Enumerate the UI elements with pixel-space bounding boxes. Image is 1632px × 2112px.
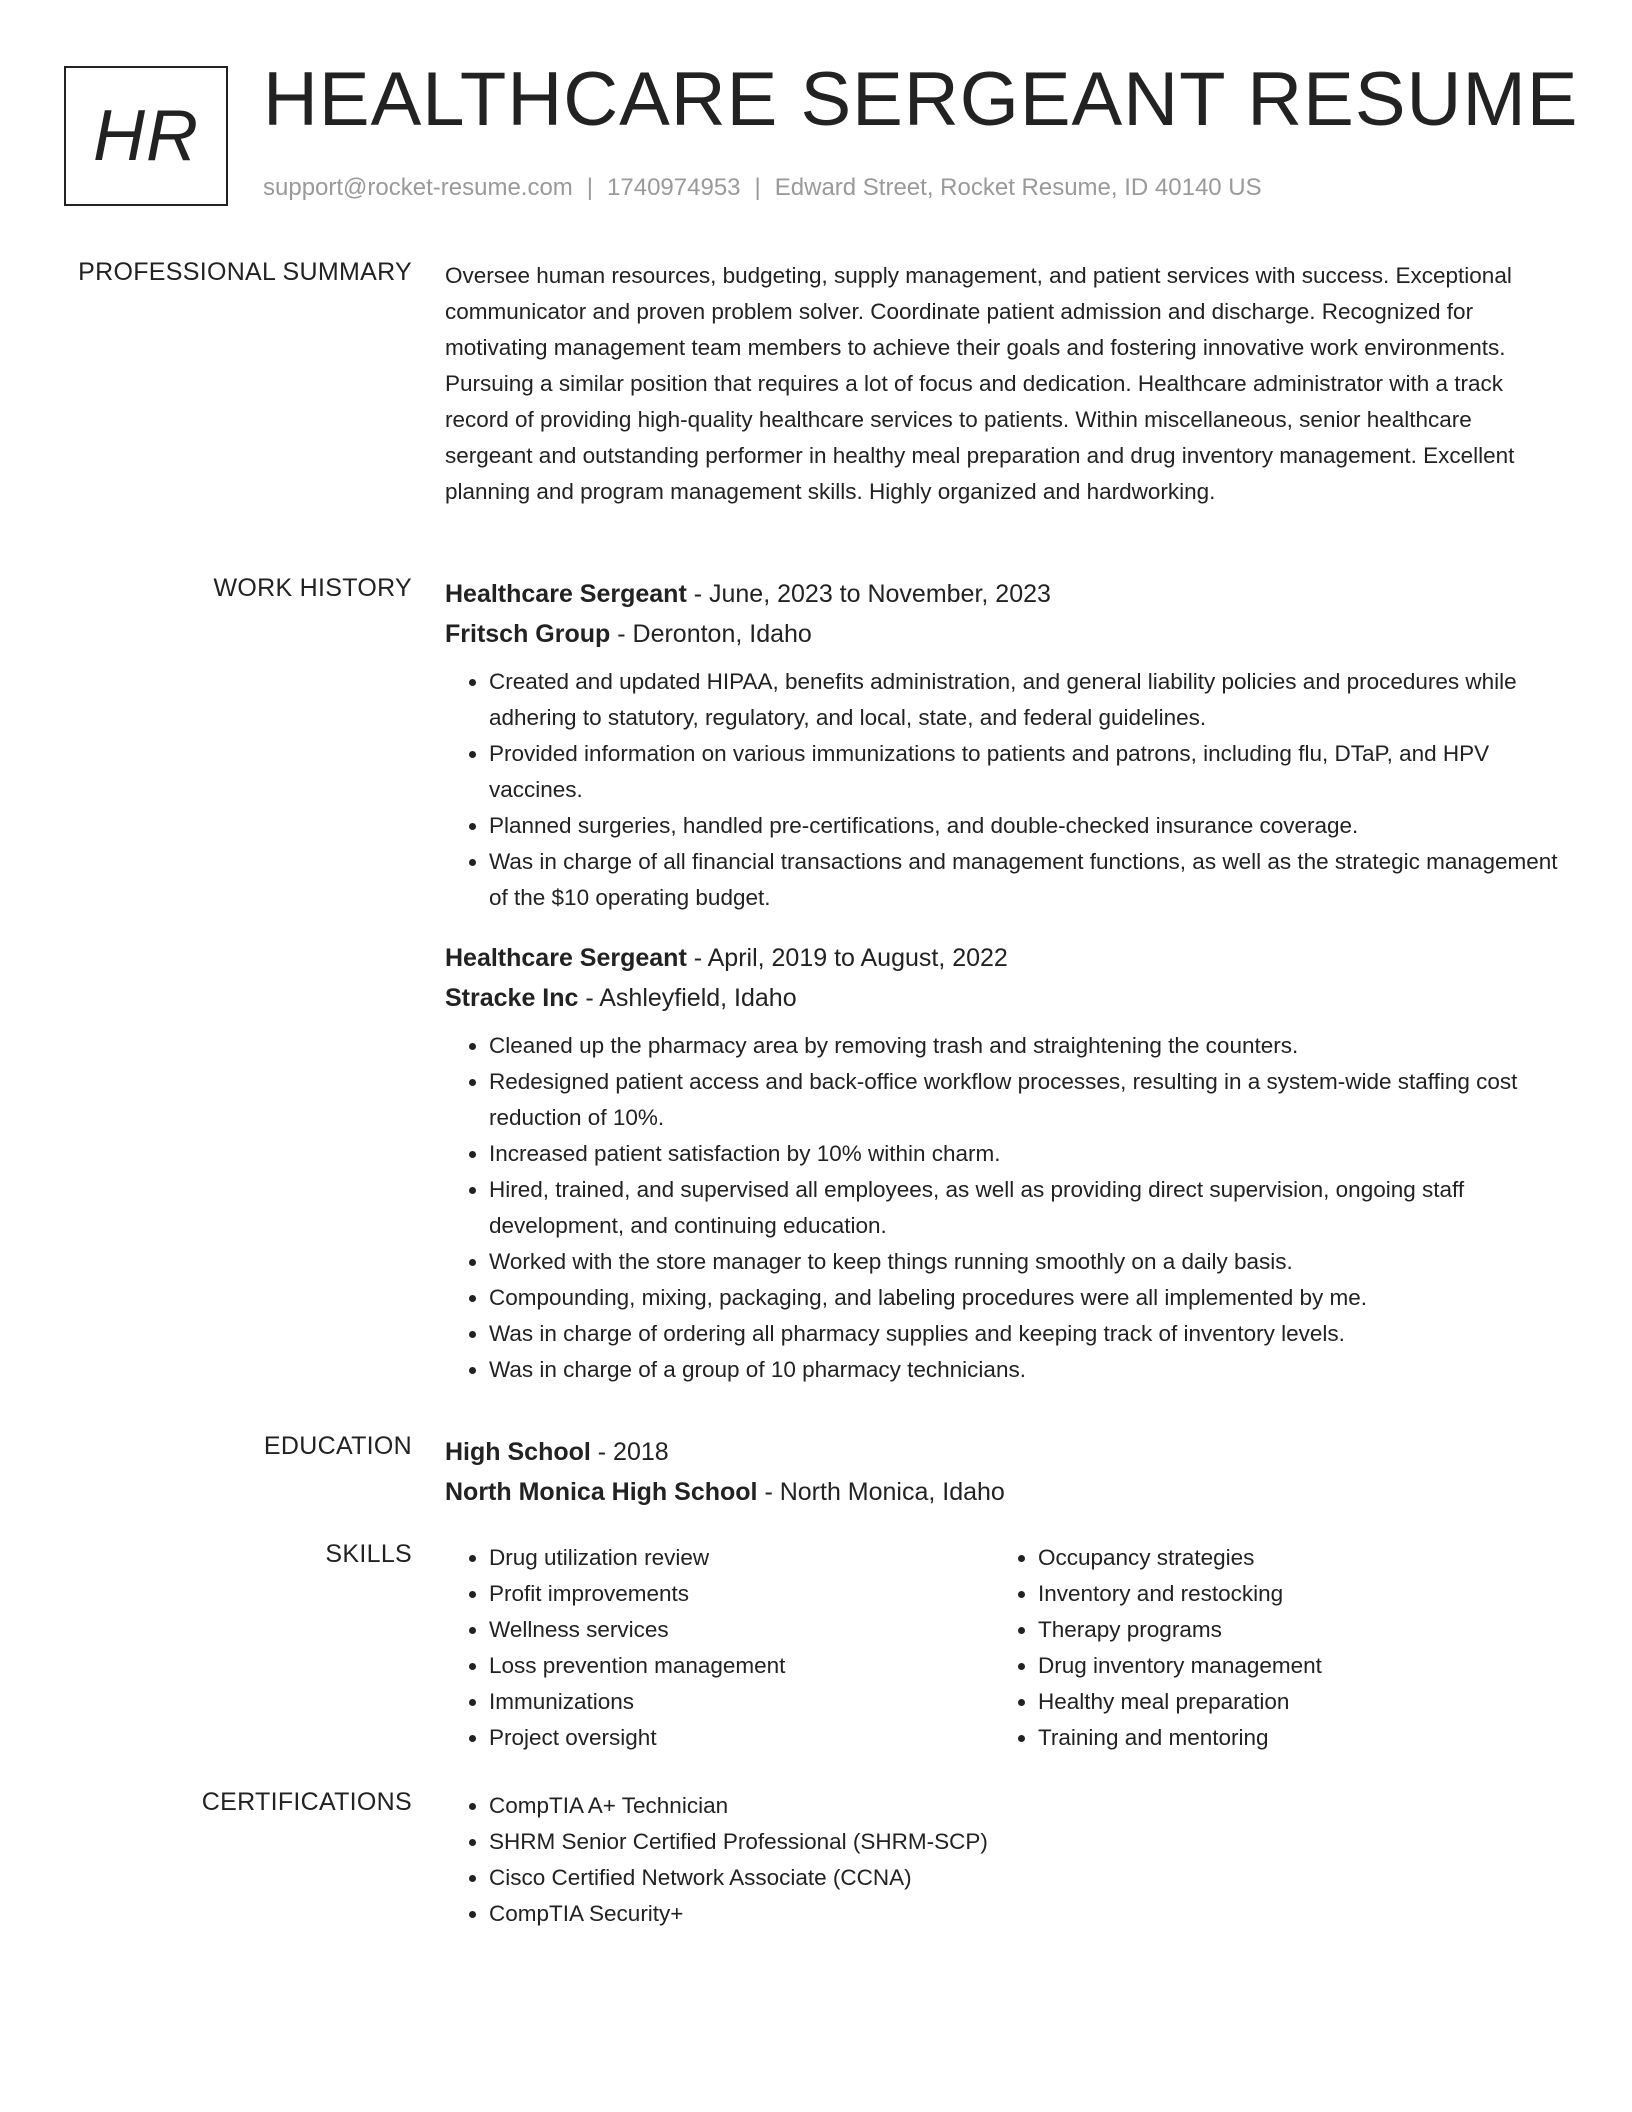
job-bullet: • Hired, trained, and supervised all employees, as well as providing direct supervision, ongoing staff development, and continuing education. <box>489 1172 1565 1244</box>
skills-list-right <box>994 1540 1543 1756</box>
job-company-line <box>445 978 1565 1018</box>
job-bullet: • Redesigned patient access and back-office workflow processes, resulting in a system-wide staffing cost reduction of 10%. <box>489 1064 1565 1136</box>
certifications-heading: CERTIFICATIONS <box>201 1788 412 1816</box>
job-location: - Ashleyfield, Idaho <box>578 984 797 1012</box>
skill-item: • Healthy meal preparation <box>1038 1684 1543 1720</box>
job-company-line <box>445 614 1565 654</box>
job-location: - Deronton, Idaho <box>610 620 812 648</box>
job-title-line <box>445 938 1565 978</box>
monogram-box <box>64 66 228 206</box>
job-bullets <box>445 664 1565 916</box>
job-bullet: • Was in charge of all financial transactions and management functions, as well as the strategic management of the $10 operating budget. <box>489 844 1565 916</box>
skills-columns <box>445 1540 1565 1756</box>
contact-phone[interactable]: 1740974953 <box>607 174 741 201</box>
work-body <box>445 574 1565 1388</box>
contact-separator: | <box>754 174 761 201</box>
skills-heading: SKILLS <box>325 1540 412 1568</box>
education-school: North Monica High School <box>445 1478 758 1506</box>
contact-email[interactable]: support@rocket-resume.com <box>263 174 573 201</box>
job-bullet: • Increased patient satisfaction by 10% within charm. <box>489 1136 1565 1172</box>
skill-item: • Drug inventory management <box>1038 1648 1543 1684</box>
work-heading: WORK HISTORY <box>213 574 412 602</box>
job-bullet: • Compounding, mixing, packaging, and labeling procedures were all implemented by me. <box>489 1280 1565 1316</box>
job-bullet: • Planned surgeries, handled pre-certifications, and double-checked insurance coverage. <box>489 808 1565 844</box>
skill-item: • Training and mentoring <box>1038 1720 1543 1756</box>
job-entry <box>445 574 1565 916</box>
education-body <box>445 1432 1565 1512</box>
job-bullet: • Provided information on various immunizations to patients and patrons, including flu, DTaP, and HPV vaccines. <box>489 736 1565 808</box>
certifications-body <box>445 1788 1565 1932</box>
education-location: - North Monica, Idaho <box>757 1478 1005 1506</box>
education-school-line <box>445 1472 1565 1512</box>
contact-separator: | <box>586 174 594 201</box>
skill-item: • Profit improvements <box>489 1576 994 1612</box>
education-degree: High School <box>445 1438 591 1466</box>
job-company: Fritsch Group <box>445 620 611 648</box>
education-degree-line <box>445 1432 1565 1472</box>
skill-item: • Loss prevention management <box>489 1648 994 1684</box>
skill-item: • Immunizations <box>489 1684 994 1720</box>
skills-list-left <box>445 1540 994 1756</box>
certification-item: • CompTIA A+ Technician <box>489 1788 1565 1824</box>
monogram-text: HR <box>93 96 199 176</box>
job-title-line <box>445 574 1565 614</box>
certifications-list <box>445 1788 1565 1932</box>
job-company: Stracke Inc <box>445 984 579 1012</box>
certification-item: • Cisco Certified Network Associate (CCNA) <box>489 1860 1565 1896</box>
certification-item: • CompTIA Security+ <box>489 1896 1565 1932</box>
skill-item: • Project oversight <box>489 1720 994 1756</box>
summary-heading: PROFESSIONAL SUMMARY <box>78 258 412 286</box>
job-bullet: • Was in charge of a group of 10 pharmacy technicians. <box>489 1352 1565 1388</box>
skill-item: • Drug utilization review <box>489 1540 994 1576</box>
job-bullet: • Worked with the store manager to keep things running smoothly on a daily basis. <box>489 1244 1565 1280</box>
summary-text: Oversee human resources, budgeting, supply management, and patient services with success. Exceptional communicator and proven problem solver. Coordinate patient admission and discharge. Recognized for motivating management team members to achieve their goals and fostering innovative work environments. Pursuing a similar position that requires a lot of focus and dedication. Healthcare administrator with a track record of providing high-quality healthcare services to patients. Within miscellaneous, senior healthcare sergeant and outstanding performer in healthy meal preparation and drug inventory management. Excellent planning and program management skills. Highly organized and hardworking. <box>445 263 1515 504</box>
job-bullets <box>445 1028 1565 1388</box>
skill-item: • Therapy programs <box>1038 1612 1543 1648</box>
job-dates: - April, 2019 to August, 2022 <box>686 944 1008 972</box>
skill-item: • Wellness services <box>489 1612 994 1648</box>
resume-title: HEALTHCARE SERGEANT RESUME <box>263 57 1579 142</box>
contact-address: Edward Street, Rocket Resume, ID 40140 US <box>774 174 1262 201</box>
summary-body <box>445 258 1565 510</box>
job-dates: - June, 2023 to November, 2023 <box>686 580 1051 608</box>
certification-item: • SHRM Senior Certified Professional (SHRM-SCP) <box>489 1824 1565 1860</box>
skills-body <box>445 1540 1565 1756</box>
contact-line <box>263 174 1262 202</box>
education-year: - 2018 <box>590 1438 669 1466</box>
job-bullet: • Was in charge of ordering all pharmacy supplies and keeping track of inventory levels. <box>489 1316 1565 1352</box>
job-bullet: • Cleaned up the pharmacy area by removing trash and straightening the counters. <box>489 1028 1565 1064</box>
job-entry <box>445 938 1565 1388</box>
job-bullet: • Created and updated HIPAA, benefits administration, and general liability policies and procedures while adhering to statutory, regulatory, and local, state, and federal guidelines. <box>489 664 1565 736</box>
skill-item: • Occupancy strategies <box>1038 1540 1543 1576</box>
skill-item: • Inventory and restocking <box>1038 1576 1543 1612</box>
education-heading: EDUCATION <box>263 1432 412 1460</box>
job-title: Healthcare Sergeant <box>445 944 687 972</box>
job-title: Healthcare Sergeant <box>445 580 687 608</box>
